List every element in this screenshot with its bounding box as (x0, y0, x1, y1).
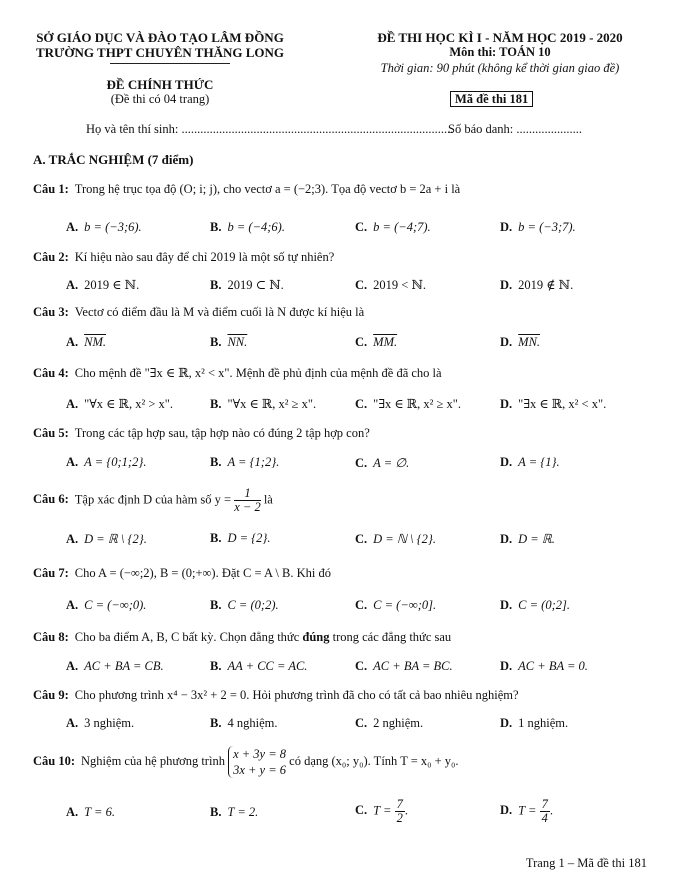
q6-option-d[interactable]: D. D = ℝ. (500, 532, 555, 546)
q3-option-a[interactable]: A. NM. (66, 335, 107, 349)
q4-option-b[interactable]: B. "∀x ∈ ℝ, x² ≥ x". (210, 397, 317, 411)
q1-option-b[interactable]: B. b = (−4;6). (210, 220, 285, 234)
question-9-text: Cho phương trình x⁴ − 3x² + 2 = 0. Hỏi phương trình đã cho có tất cả bao nhiêu nghiệm? (74, 688, 519, 702)
question-2: Câu 2: Kí hiệu nào sau đây để chỉ 2019 là một số tự nhiên? (33, 250, 335, 264)
q6-option-c[interactable]: C. D = ℕ \ {2}. (355, 532, 436, 546)
q5-option-a[interactable]: A. A = {0;1;2}. (66, 455, 147, 469)
q2-option-a[interactable]: A. 2019 ∈ ℕ. (66, 278, 140, 292)
q3-option-d[interactable]: D. MN. (500, 335, 541, 349)
exam-title: ĐỀ THI HỌC KÌ I - NĂM HỌC 2019 - 2020 (377, 30, 623, 45)
question-10: Câu 10: Nghiệm của hệ phương trình x + 3y = 8 3x + y = 6 có dạng (x₀; y₀). Tính T = x₀ + y₀. (33, 747, 459, 777)
question-5: Câu 5: Trong các tập hợp sau, tập hợp nào có đúng 2 tập hợp con? (33, 426, 370, 440)
header-rule (110, 63, 230, 64)
q4-option-c[interactable]: C. "∃x ∈ ℝ, x² ≥ x". (355, 397, 462, 411)
question-4: Câu 4: Cho mệnh đề "∃x ∈ ℝ, x² < x". Mệnh đề phủ định của mệnh đề đã cho là (33, 366, 442, 380)
question-3: Câu 3: Vectơ có điểm đầu là M và điểm cuối là N được kí hiệu là (33, 305, 365, 319)
q2-option-c[interactable]: C. 2019 < ℕ. (355, 278, 427, 292)
q5-option-c[interactable]: C. A = ∅. (355, 456, 410, 470)
q9-option-c[interactable]: C. 2 nghiệm. (355, 716, 424, 730)
q7-option-b[interactable]: B. C = (0;2). (210, 598, 279, 612)
student-id-field: Số báo danh: ..................... (448, 122, 583, 136)
equation-system: x + 3y = 8 3x + y = 6 (228, 746, 286, 778)
question-2-text: Kí hiệu nào sau đây để chỉ 2019 là một số tự nhiên? (74, 250, 335, 264)
q10-option-b[interactable]: B. T = 2. (210, 805, 259, 819)
q1-option-a[interactable]: A. b = (−3;6). (66, 220, 142, 234)
question-4-text: Cho mệnh đề "∃x ∈ ℝ, x² < x". Mệnh đề phủ định của mệnh đề đã cho là (74, 366, 442, 380)
question-8: Câu 8: Cho ba điểm A, B, C bất kỳ. Chọn đẳng thức đúng trong các đẳng thức sau (33, 630, 452, 644)
question-7-text: Cho A = (−∞;2), B = (0;+∞). Đặt C = A \ B. Khi đó (74, 566, 331, 580)
school-name: TRƯỜNG THPT CHUYÊN THĂNG LONG (36, 45, 284, 60)
q4-option-a[interactable]: A. "∀x ∈ ℝ, x² > x". (66, 397, 173, 411)
q1-option-c[interactable]: C. b = (−4;7). (355, 220, 431, 234)
q8-option-b[interactable]: B. AA + CC = AC. (210, 659, 308, 673)
q1-option-d[interactable]: D. b = (−3;7). (500, 220, 576, 234)
question-1-text: Trong hệ trục tọa độ (O; i; j), cho vectơ a = (−2;3). Tọa độ vectơ b = 2a + i là (74, 182, 461, 196)
dept-name: SỞ GIÁO DỤC VÀ ĐÀO TẠO LÂM ĐỒNG (36, 30, 284, 45)
page-count: (Đề thi có 04 trang) (110, 92, 210, 106)
q10-option-a[interactable]: A. T = 6. (66, 805, 115, 819)
q3-option-c[interactable]: C. MM. (355, 335, 398, 349)
q7-option-d[interactable]: D. C = (0;2]. (500, 598, 570, 612)
exam-code: Mã đề thi 181 (450, 92, 533, 107)
page-footer: Trang 1 – Mã đề thi 181 (525, 856, 647, 870)
q2-option-d[interactable]: D. 2019 ∉ ℕ. (500, 278, 574, 292)
q10-option-c[interactable]: C. T = $\frac{7}{2}$ . (355, 797, 408, 825)
q6-option-b[interactable]: B. D = {2}. (210, 531, 271, 545)
question-6: Câu 6: Tập xác định D của hàm số y = $\frac{1}{x - 2}$ là (33, 486, 273, 514)
q9-option-b[interactable]: B. 4 nghiệm. (210, 716, 278, 730)
q8-option-c[interactable]: C. AC + BA = BC. (355, 659, 453, 673)
function-fraction: $\frac{1}{x - 2}$ (234, 486, 261, 514)
q9-option-a[interactable]: A. 3 nghiệm. (66, 716, 135, 730)
question-3-text: Vectơ có điểm đầu là M và điểm cuối là N được kí hiệu là (74, 305, 365, 319)
q7-option-c[interactable]: C. C = (−∞;0]. (355, 598, 437, 612)
q9-option-d[interactable]: D. 1 nghiệm. (500, 716, 569, 730)
question-5-text: Trong các tập hợp sau, tập hợp nào có đúng 2 tập hợp con? (74, 426, 370, 440)
q2-option-b[interactable]: B. 2019 ⊂ ℕ. (210, 278, 284, 292)
exam-time: Thời gian: 90 phút (không kể thời gian giao đề) (380, 61, 620, 75)
q8-option-a[interactable]: A. AC + BA = CB. (66, 659, 164, 673)
section-title: A. TRẮC NGHIỆM (7 điểm) (33, 152, 194, 167)
q7-option-a[interactable]: A. C = (−∞;0). (66, 598, 147, 612)
q5-option-b[interactable]: B. A = {1;2}. (210, 455, 280, 469)
question-1: Câu 1: Trong hệ trục tọa độ (O; i; j), cho vectơ a = (−2;3). Tọa độ vectơ b = 2a + i là (33, 182, 461, 196)
official-label: ĐỀ CHÍNH THỨC (106, 77, 214, 92)
q3-option-b[interactable]: B. NN. (210, 335, 248, 349)
q6-option-a[interactable]: A. D = ℝ \ {2}. (66, 532, 147, 546)
q5-option-d[interactable]: D. A = {1}. (500, 455, 560, 469)
q4-option-d[interactable]: D. "∃x ∈ ℝ, x² < x". (500, 397, 607, 411)
q10-option-d[interactable]: D. T = $\frac{7}{4}$ . (500, 797, 553, 825)
question-9: Câu 9: Cho phương trình x⁴ − 3x² + 2 = 0. Hỏi phương trình đã cho có tất cả bao nhiêu nghiệm? (33, 688, 519, 702)
question-7: Câu 7: Cho A = (−∞;2), B = (0;+∞). Đặt C = A \ B. Khi đó (33, 566, 331, 580)
q8-option-d[interactable]: D. AC + BA = 0. (500, 659, 588, 673)
exam-subject: Môn thi: TOÁN 10 (449, 45, 551, 59)
student-name-field: Họ và tên thí sinh: ....................................................................................... (86, 122, 454, 136)
